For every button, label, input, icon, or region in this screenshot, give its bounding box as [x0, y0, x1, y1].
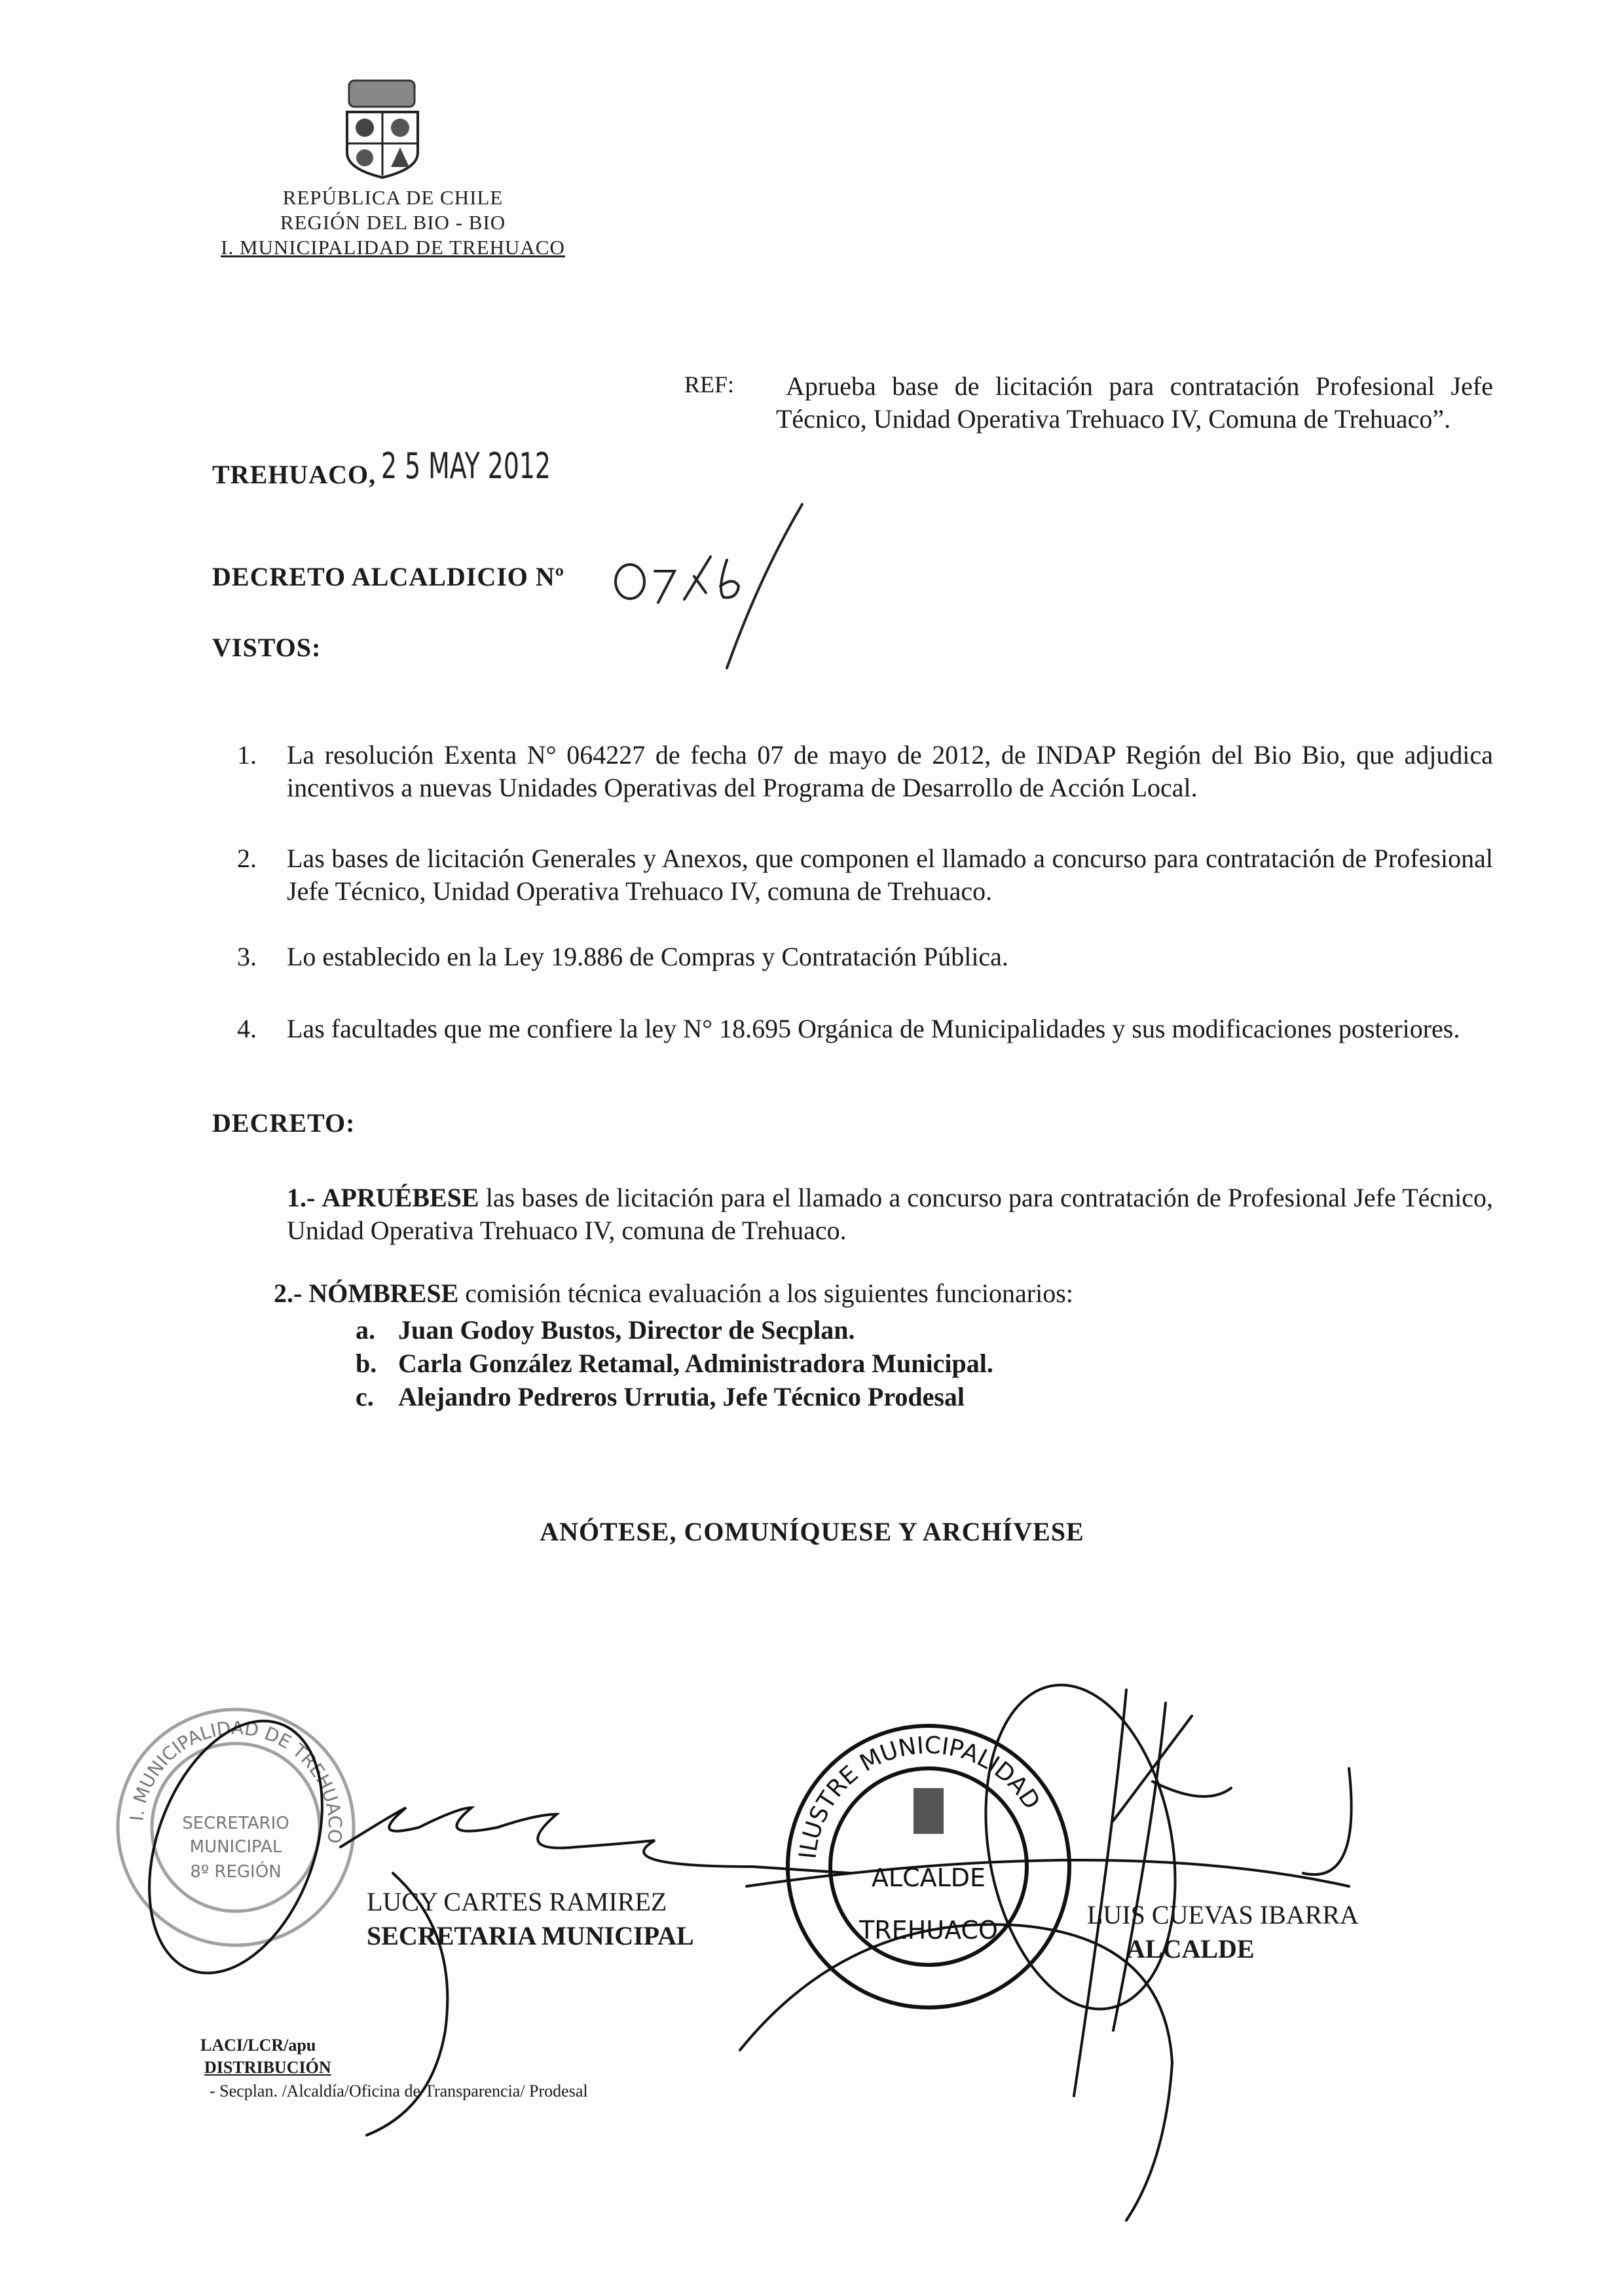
- letterhead-country: REPÚBLICA DE CHILE: [282, 186, 504, 209]
- decreto-item-2: [274, 1277, 1493, 1310]
- decreto-item-1-text: las bases de licitación para el llamado a concurso para contratación de Profesional Jefe Técnico, Unidad Operativa Trehuaco IV, comuna de Trehuaco.: [287, 1183, 1494, 1245]
- svg-text:I. MUNICIPALIDAD DE TREHUACO: [126, 1717, 346, 1844]
- vistos-item-2: Las bases de licitación Generales y Anexos, que componen el llamado a concurso para contratación de Profesional Jefe Técnico, Unidad Operativa Trehuaco IV, comuna de Trehuaco.: [287, 844, 1493, 906]
- letterhead-region: REGIÓN DEL BIO - BIO: [280, 211, 506, 234]
- date-stamp: 2 5 MAY 2012: [381, 445, 551, 487]
- ref-line-2: Técnico, Unidad Operativa Trehuaco IV, Comuna de Trehuaco”.: [776, 404, 1451, 434]
- seal-left-center-2: MUNICIPAL: [189, 1837, 282, 1857]
- vistos-heading: VISTOS:: [212, 633, 322, 662]
- svg-text:ILUSTRE MUNICIPALIDAD: [794, 1732, 1045, 1860]
- signatory-1-role: SECRETARIA MUNICIPAL: [367, 1921, 694, 1950]
- vistos-item-1-number: 1.: [237, 740, 257, 770]
- decreto-item-2-number: 2.-: [274, 1278, 303, 1308]
- member-c-letter: c.: [356, 1382, 374, 1411]
- decree-label: DECRETO ALCALDICIO Nº: [212, 562, 565, 591]
- decreto-item-2-text: comisión técnica evaluación a los siguientes funcionarios:: [458, 1278, 1073, 1308]
- signatory-1-name: LUCY CARTES RAMIREZ: [367, 1887, 667, 1916]
- seal-right-bottom: TREHUACO: [859, 1916, 998, 1945]
- seal-left-center-1: SECRETARIO: [182, 1814, 289, 1833]
- ref-label: REF:: [684, 371, 735, 398]
- distribution-list: - Secplan. /Alcaldía/Oficina de Transparencia/ Prodesal: [210, 2081, 588, 2100]
- vistos-item-4: Las facultades que me confiere la ley N° 18.695 Orgánica de Municipalidades y sus modificaciones posteriores.: [287, 1014, 1460, 1043]
- vistos-item-1: La resolución Exenta N° 064227 de fecha 07 de mayo de 2012, de INDAP Región del Bio Bio, que adjudica incentivos a nuevas Unidades Operativas del Programa de Desarrollo de Acción Local.: [287, 740, 1493, 802]
- signatory-2-role: ALCALDE: [1126, 1934, 1255, 1964]
- closing-formula: ANÓTESE, COMUNÍQUESE Y ARCHÍVESE: [540, 1517, 1084, 1546]
- decreto-item-1-keyword: APRUÉBESE: [322, 1183, 479, 1212]
- member-a-letter: a.: [356, 1315, 375, 1345]
- ref-line-1: Aprueba base de licitación para contratación Profesional Jefe: [786, 371, 1493, 401]
- place-label: TREHUACO,: [212, 460, 377, 489]
- seal-right-ring-text: ILUSTRE MUNICIPALIDAD: [794, 1732, 1046, 1860]
- member-b-letter: b.: [356, 1349, 377, 1378]
- member-c: Alejandro Pedreros Urrutia, Jefe Técnico Prodesal: [398, 1382, 965, 1411]
- seal-right-center: ALCALDE: [871, 1863, 986, 1892]
- vistos-item-3-number: 3.: [237, 942, 257, 971]
- letterhead-municipality: I. MUNICIPALIDAD DE TREHUACO: [221, 236, 565, 259]
- member-b: Carla González Retamal, Administradora Municipal.: [398, 1349, 993, 1378]
- member-a: Juan Godoy Bustos, Director de Secplan.: [398, 1315, 855, 1345]
- seal-left-bottom: 8º REGIÓN: [190, 1862, 282, 1882]
- decreto-item-1: [287, 1182, 1493, 1247]
- decreto-item-1-number: 1.-: [287, 1183, 316, 1212]
- vistos-item-3: Lo establecido en la Ley 19.886 de Compras y Contratación Pública.: [287, 942, 1008, 971]
- footer-initials: LACI/LCR/apu: [200, 2036, 316, 2055]
- decreto-item-2-keyword: NÓMBRESE: [308, 1278, 459, 1308]
- vistos-item-4-number: 4.: [237, 1014, 257, 1043]
- signatory-2-name: LUIS CUEVAS IBARRA: [1087, 1900, 1359, 1930]
- vistos-item-2-number: 2.: [237, 844, 257, 873]
- distribution-label: DISTRIBUCIÓN: [204, 2058, 331, 2077]
- seal-left-ring-text: I. MUNICIPALIDAD DE TREHUACO: [126, 1717, 346, 1845]
- decreto-heading: DECRETO:: [212, 1108, 356, 1138]
